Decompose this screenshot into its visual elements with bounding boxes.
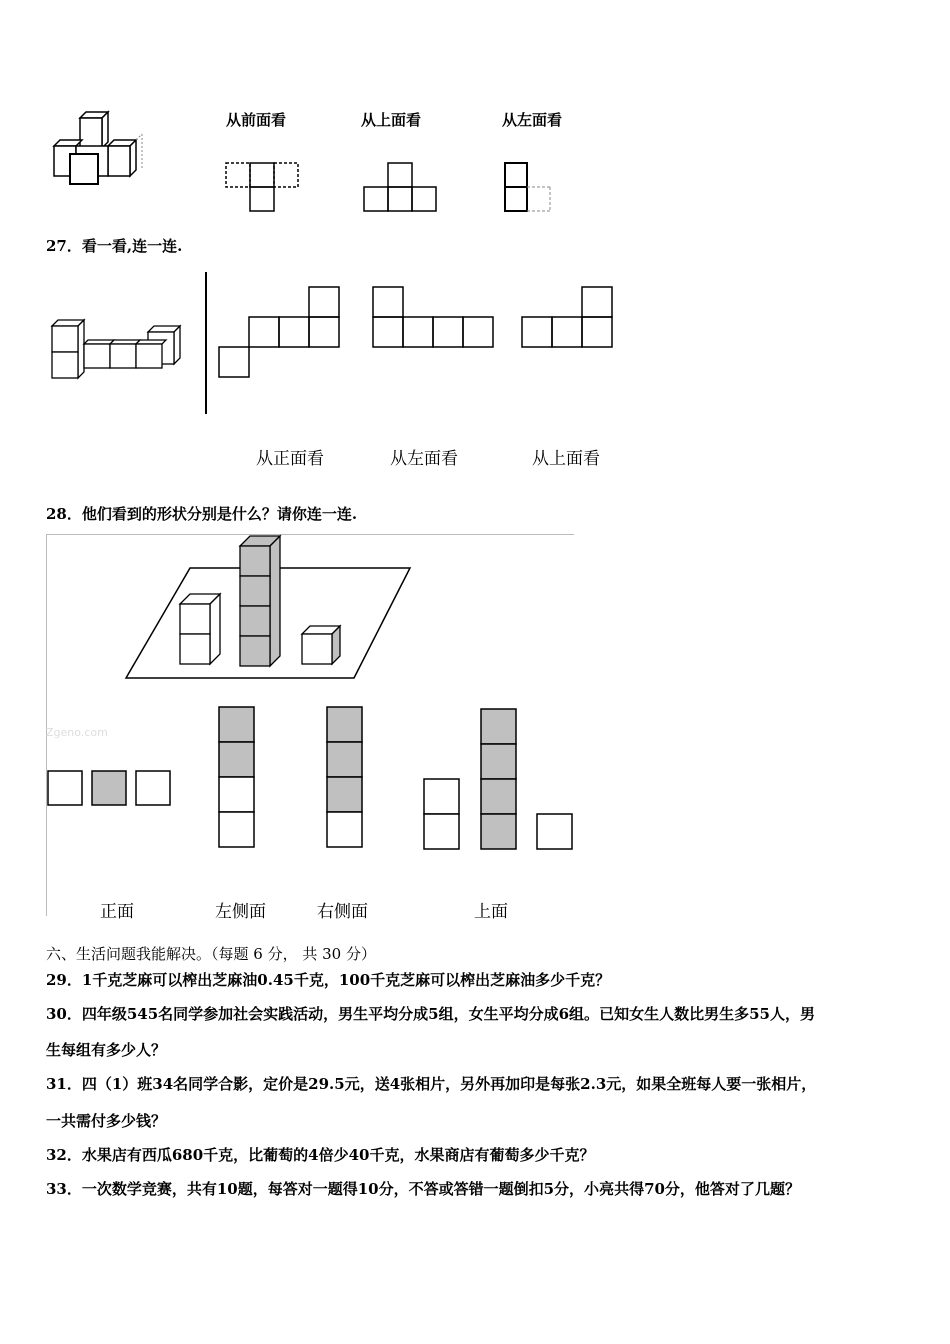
watermark-text: Zgeno.com [46, 726, 108, 739]
q28-option-top [423, 708, 575, 852]
q28-option-front [47, 770, 177, 808]
q30-text-line2: 生每组有多少人？ [46, 1041, 167, 1059]
q28-label-top: 上面 [474, 902, 508, 922]
q27-prompt: 27．看一看,连一连. [46, 237, 183, 255]
front-view-shape [225, 162, 325, 214]
section6-heading: 六、生活问题我能解决。（每题 6 分， 共 30 分） [46, 945, 376, 963]
q30-text-line1: 30．四年级545名同学参加社会实践活动，男生平均分成5组，女生平均分成6组。已知女生人数比男生多55人，男 [46, 1005, 815, 1023]
q27-3d-blocks [48, 318, 188, 380]
q29-text: 29．1千克芝麻可以榨出芝麻油0.45千克，100千克芝麻可以榨出芝麻油多少千克？ [46, 971, 611, 989]
q28-option-left [218, 706, 258, 850]
q32-text: 32．水果店有西瓜680千克，比葡萄的4倍少40千克，水果商店有葡萄多少千克？ [46, 1146, 595, 1164]
q28-frame-left [46, 534, 47, 916]
q27-label-left: 从左面看 [390, 449, 458, 469]
q28-option-right [326, 706, 366, 850]
view-label-left: 从左面看 [502, 111, 563, 129]
q27-view-shape-3 [521, 286, 615, 350]
q28-label-left-side: 左侧面 [215, 902, 266, 922]
q28-3d-scene [120, 534, 420, 684]
q33-text: 33．一次数学竞赛，共有10题，每答对一题得10分，不答或答错一题倒扣5分，小亮共得70分，他答对了几题？ [46, 1180, 800, 1198]
view-label-top: 从上面看 [361, 111, 422, 129]
q27-label-top: 从上面看 [532, 449, 600, 469]
q31-text-line2: 一共需付多少钱？ [46, 1112, 167, 1130]
top-view-shape [363, 162, 443, 214]
q28-label-front: 正面 [100, 902, 134, 922]
q27-view-shape-2 [372, 286, 496, 350]
q31-text-line1: 31．四（1）班34名同学合影，定价是29.5元，送4张相片，另外再加印是每张2.3元，如果全班每人要一张相片， [46, 1075, 817, 1093]
q28-prompt: 28．他们看到的形状分别是什么？请你连一连. [46, 505, 358, 523]
view-label-front: 从前面看 [226, 111, 287, 129]
fig26-3d-blocks [50, 108, 150, 188]
divider-line [205, 272, 207, 414]
q27-label-front: 从正面看 [256, 449, 324, 469]
q28-label-right-side: 右侧面 [317, 902, 368, 922]
q27-view-shape-1 [218, 286, 342, 380]
left-view-shape [504, 162, 564, 214]
